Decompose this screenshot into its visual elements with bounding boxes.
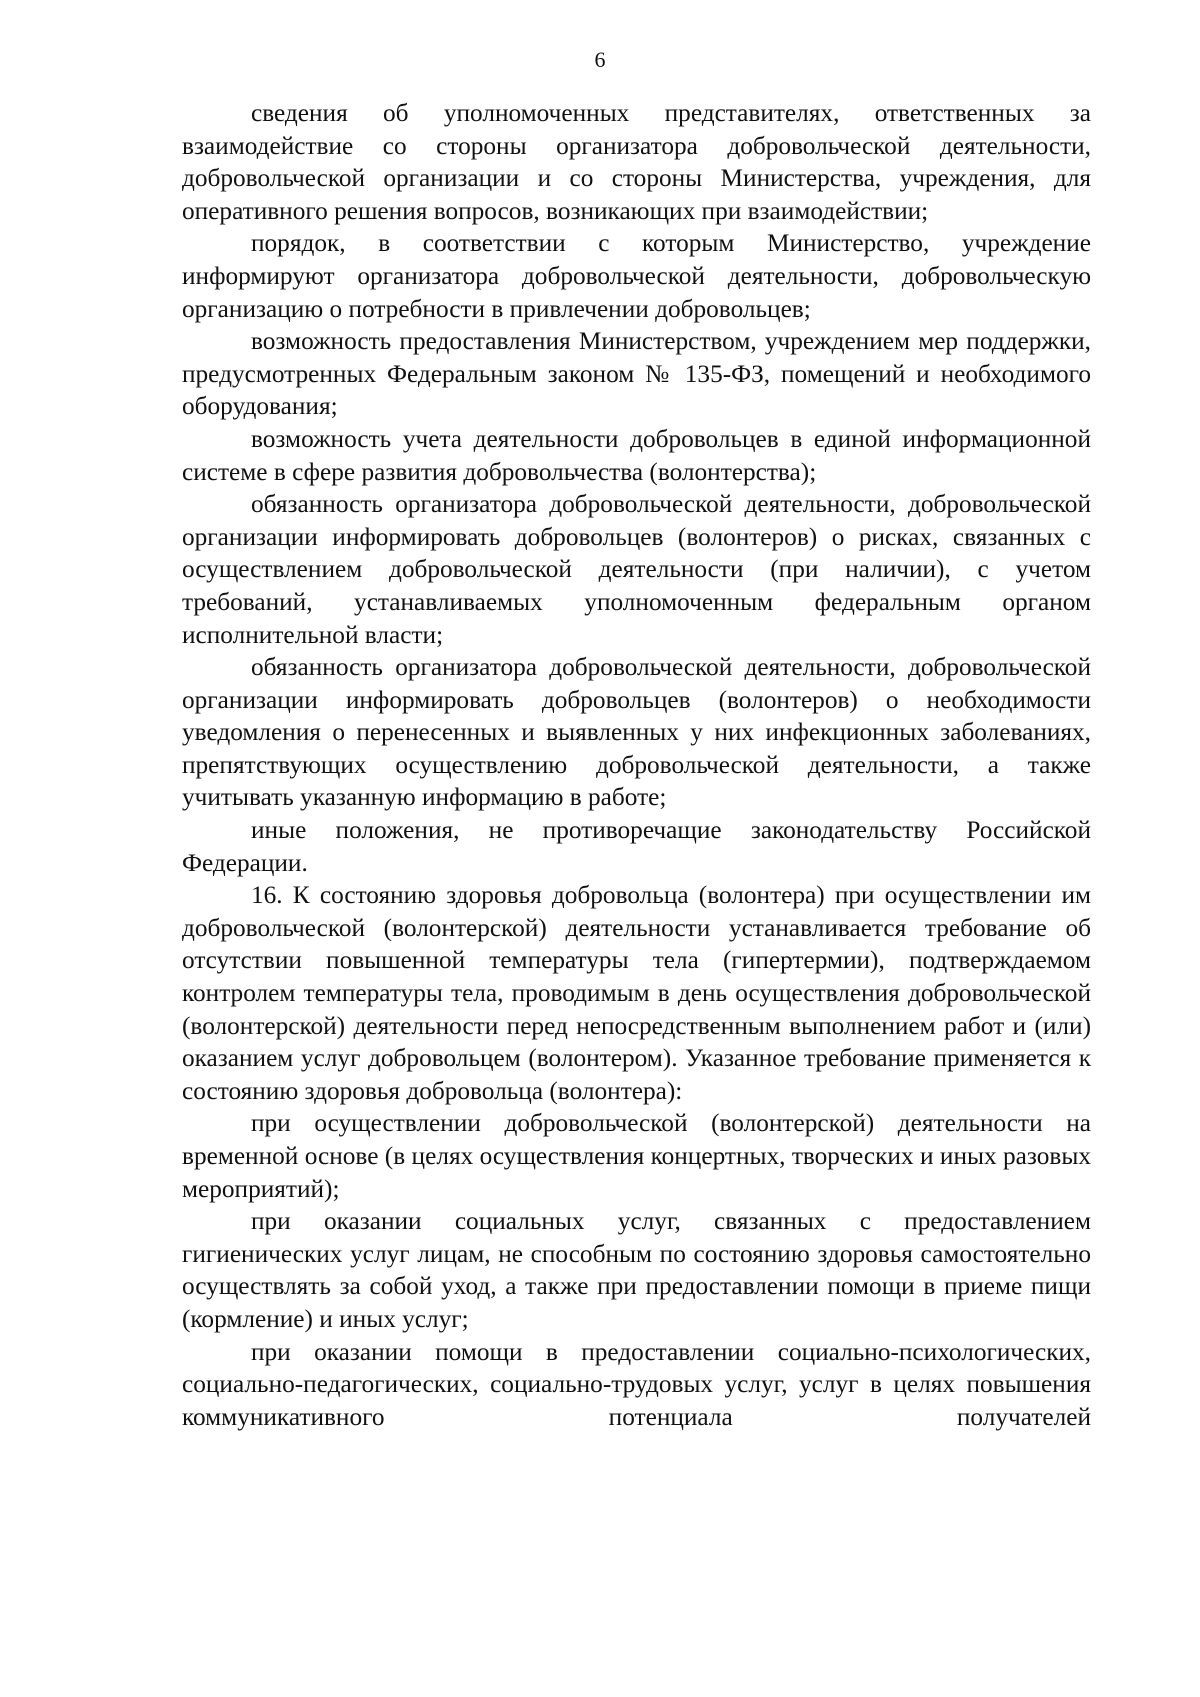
- document-body: [182, 97, 1091, 1433]
- page-number: 6: [594, 47, 606, 72]
- paragraph-volunteer-accounting: возможность учета деятельности добровольцев в единой информационной системе в сфере развития добровольчества (волонтерства);: [182, 424, 1091, 486]
- paragraph-item-16: 16. К состоянию здоровья добровольца (волонтера) при осуществлении им добровольческой (волонтерской) деятельности устанавливается требование об отсутствии повышенной температуры тела (гипертермии), подтверждаемом контролем температуры тела, проводимым в день осуществления добровольческой (волонтерской) деятельности перед непосредственным выполнением работ и (или) оказанием услуг добровольцем (волонтером). Указанное требование применяется к состоянию здоровья добровольца (волонтера):: [182, 881, 1091, 1105]
- paragraph-risk-information: обязанность организатора добровольческой деятельности, добровольческой организации информировать добровольцев (волонтеров) о рисках, связанных с осуществлением добровольческой деятельности (при наличии), с учетом требований, устанавливаемых уполномоченным федеральным органом исполнительной власти;: [182, 490, 1091, 649]
- paragraph-social-psychological-help: при оказании помощи в предоставлении социально-психологических, социально-педагогических, социально-трудовых услуг, услуг в целях повышения коммуникативного потенциала получателей: [182, 1337, 1091, 1431]
- paragraph-temporary-activity: при осуществлении добровольческой (волонтерской) деятельности на временной основе (в целях осуществления концертных, творческих и иных разовых мероприятий);: [182, 1109, 1091, 1203]
- paragraph-support-measures: возможность предоставления Министерством, учреждением мер поддержки, предусмотренных Федеральным законом № 135-ФЗ, помещений и необходимого оборудования;: [182, 327, 1091, 421]
- paragraph-notification-order: порядок, в соответствии с которым Министерство, учреждение информируют организатора добровольческой деятельности, добровольческую организацию о потребности в привлечении добровольцев;: [182, 229, 1091, 323]
- paragraph-other-provisions: иные положения, не противоречащие законодательству Российской Федерации.: [182, 816, 1091, 877]
- paragraph-infection-notification: обязанность организатора добровольческой деятельности, добровольческой организации информировать добровольцев (волонтеров) о необходимости уведомления о перенесенных и выявленных у них инфекционных заболеваниях, препятствующих осуществлению добровольческой деятельности, а также учитывать указанную информацию в работе;: [182, 653, 1091, 812]
- paragraph-representatives: сведения об уполномоченных представителях, ответственных за взаимодействие со стороны организатора добровольческой деятельности, добровольческой организации и со стороны Министерства, учреждения, для оперативного решения вопросов, возникающих при взаимодействии;: [182, 99, 1091, 225]
- paragraph-social-services: при оказании социальных услуг, связанных с предоставлением гигиенических услуг лицам, не способным по состоянию здоровья самостоятельно осуществлять за собой уход, а также при предоставлении помощи в приеме пищи (кормление) и иных услуг;: [182, 1207, 1091, 1333]
